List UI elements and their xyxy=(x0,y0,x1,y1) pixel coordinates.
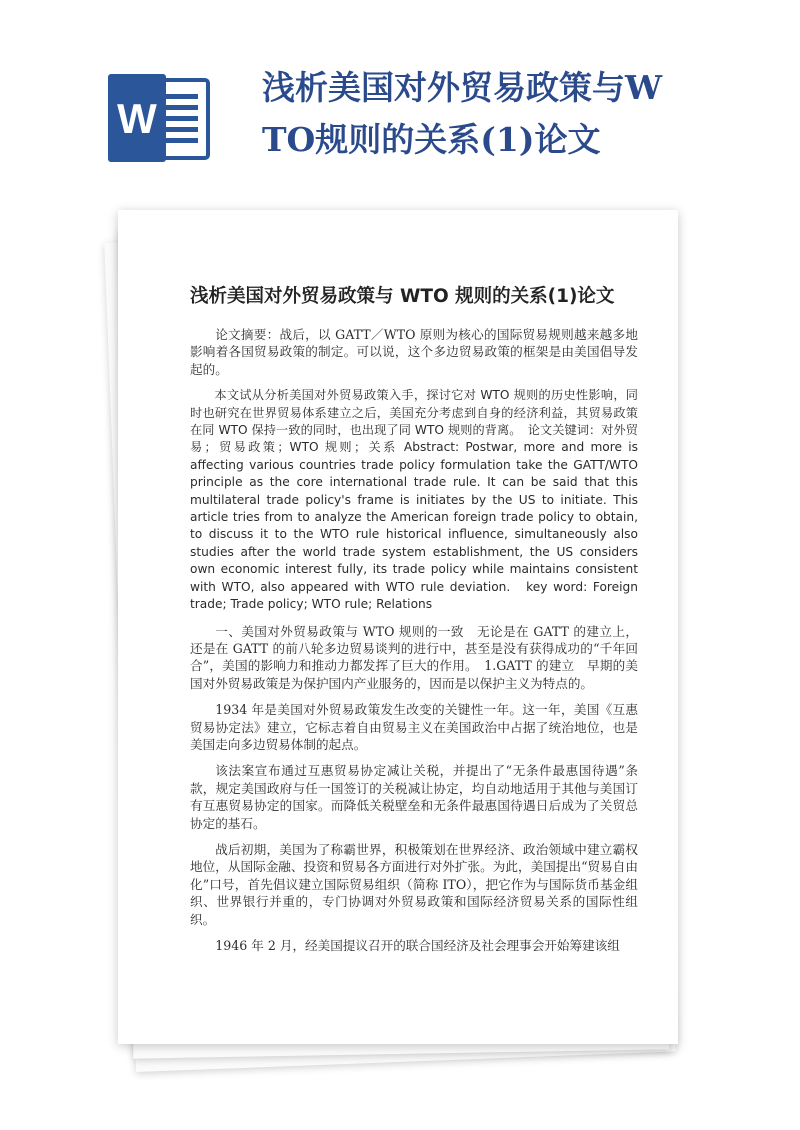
header-banner xyxy=(0,0,800,210)
paragraph-postwar: 战后初期，美国为了称霸世界，积极策划在世界经济、政治领域中建立霸权地位，从国际金融、投资和贸易各方面进行对外扩张。为此，美国提出“贸易自由化”口号，首先倡议建立国际贸易组织（简称 ITO），把它作为与国际货币基金组织、世界银行并重的，专门协调对外贸易政策和国际经济贸易关系的国际性组织。 xyxy=(190,841,638,927)
document-body xyxy=(190,326,638,963)
word-document-icon xyxy=(106,70,218,166)
paragraph-act: 该法案宣布通过互惠贸易协定减让关税，并提出了“无条件最惠国待遇”条款，规定美国政府与任一国签订的关税减让协定，均自动地适用于其他与美国订有互惠贸易协定的国家。而降低关税壁垒和无条件最惠国待遇日后成为了关贸总协定的基石。 xyxy=(190,763,638,831)
paragraph-section-one: 一、美国对外贸易政策与 WTO 规则的一致 无论是在 GATT 的建立上，还是在 GATT 的前八轮多边贸易谈判的进行中，甚至是没有获得成功的“千年回合”，美国的影响力和推动力都发挥了巨大的作用。 1.GATT 的建立 早期的美国对外贸易政策是为保护国内产业服务的，因而是以保护主义为特点的。 xyxy=(190,623,638,691)
header-title: 浅析美国对外贸易政策与WTO规则的关系(1)论文 xyxy=(262,68,663,159)
paragraph-1934: 1934 年是美国对外贸易政策发生改变的关键性一年。这一年，美国《互惠贸易协定法》建立，它标志着自由贸易主义在美国政治中占据了统治地位，也是美国走向多边贸易体制的起点。 xyxy=(190,702,638,752)
document-page xyxy=(118,210,678,1044)
paragraph-keywords-english: 本文试从分析美国对外贸易政策入手，探讨它对 WTO 规则的历史性影响，同时也研究在世界贸易体系建立之后，美国充分考虑到自身的经济利益，其贸易政策在同 WTO 保持一致的同时，也出现了同 WTO 规则的背离。 论文关键词：对外贸易；贸易政策；WTO 规则；关系 Abstract: Postwar, more and more is affecting various countries trade policy formulation take the GATT/WTO principle as the core international trade rule. It can be said that this multilateral trade policy's frame is initiates by the US to initiate. This article tries from to analyze the American foreign trade policy to obtain, to discuss it to the WTO rule historical influence, simultaneously also studies after the world trade system establishment, the US considers own economic interest fully, its trade policy while maintains consistent with WTO, also appeared with WTO rule deviation. key word: Foreign trade; Trade policy; WTO rule; Relations xyxy=(190,388,638,612)
paragraph-1946: 1946 年 2 月，经美国提议召开的联合国经济及社会理事会开始筹建该组 xyxy=(215,938,620,953)
word-logo-letter: W xyxy=(117,95,157,142)
paragraph-abstract: 论文摘要：战后，以 GATT／WTO 原则为核心的国际贸易规则越来越多地影响着各国贸易政策的制定。可以说，这个多边贸易政策的框架是由美国倡导发起的。 xyxy=(190,327,638,377)
document-title: 浅析美国对外贸易政策与 WTO 规则的关系(1)论文 xyxy=(190,286,615,307)
